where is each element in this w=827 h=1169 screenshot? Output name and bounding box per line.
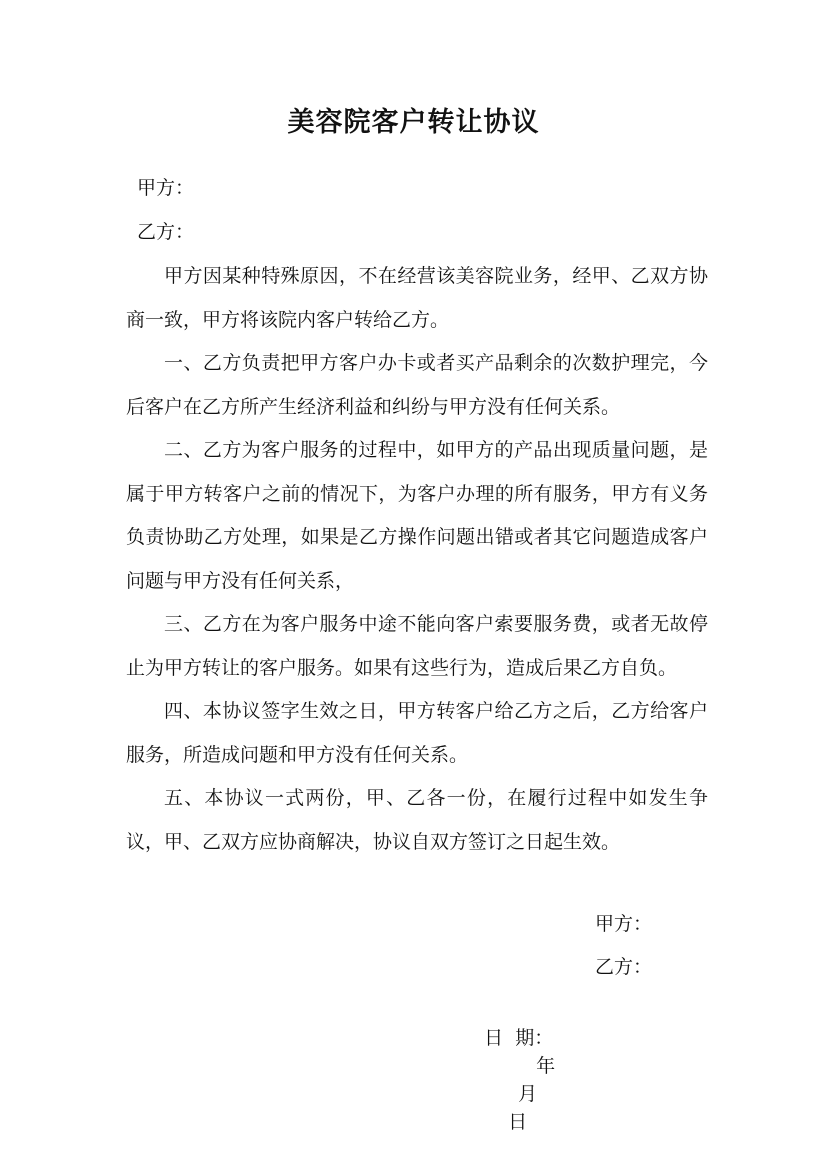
signature-party-b: 乙方： <box>595 956 653 978</box>
paragraph-clause-2: 二、乙方为客户服务的过程中，如甲方的产品出现质量问题，是属于甲方转客户之前的情况下，为客户办理的所有服务，甲方有义务负责协助乙方处理，如果是乙方操作问题出错或者其它问题造成客户问题与甲方没有任何关系， <box>126 439 708 592</box>
paragraph-clause-4: 四、本协议签字生效之日，甲方转客户给乙方之后，乙方给客户服务，所造成问题和甲方没有任何关系。 <box>126 700 708 766</box>
date-day-label: 日 <box>508 1111 528 1133</box>
document-title: 美容院客户转让协议 <box>287 107 540 138</box>
agreement-body <box>126 255 708 864</box>
party-b-label: 乙方： <box>137 221 195 243</box>
paragraph-clause-3: 三、乙方在为客户服务中途不能向客户索要服务费，或者无故停止为甲方转让的客户服务。如果有这些行为，造成后果乙方自负。 <box>126 613 708 679</box>
paragraph-intro: 甲方因某种特殊原因，不在经营该美容院业务，经甲、乙双方协商一致，甲方将该院内客户转给乙方。 <box>126 265 708 331</box>
date-year-label: 年 <box>536 1055 556 1077</box>
date-month-label: 月 <box>518 1083 538 1105</box>
signature-party-a: 甲方： <box>595 913 653 935</box>
date-label: 日 期： <box>484 1027 554 1049</box>
paragraph-clause-5: 五、本协议一式两份，甲、乙各一份，在履行过程中如发生争议，甲、乙双方应协商解决，协议自双方签订之日起生效。 <box>126 787 708 853</box>
paragraph-clause-1: 一、乙方负责把甲方客户办卡或者买产品剩余的次数护理完，今后客户在乙方所产生经济利益和纠纷与甲方没有任何关系。 <box>126 352 708 418</box>
party-a-label: 甲方： <box>137 177 195 199</box>
signature-date-row <box>460 996 555 1164</box>
